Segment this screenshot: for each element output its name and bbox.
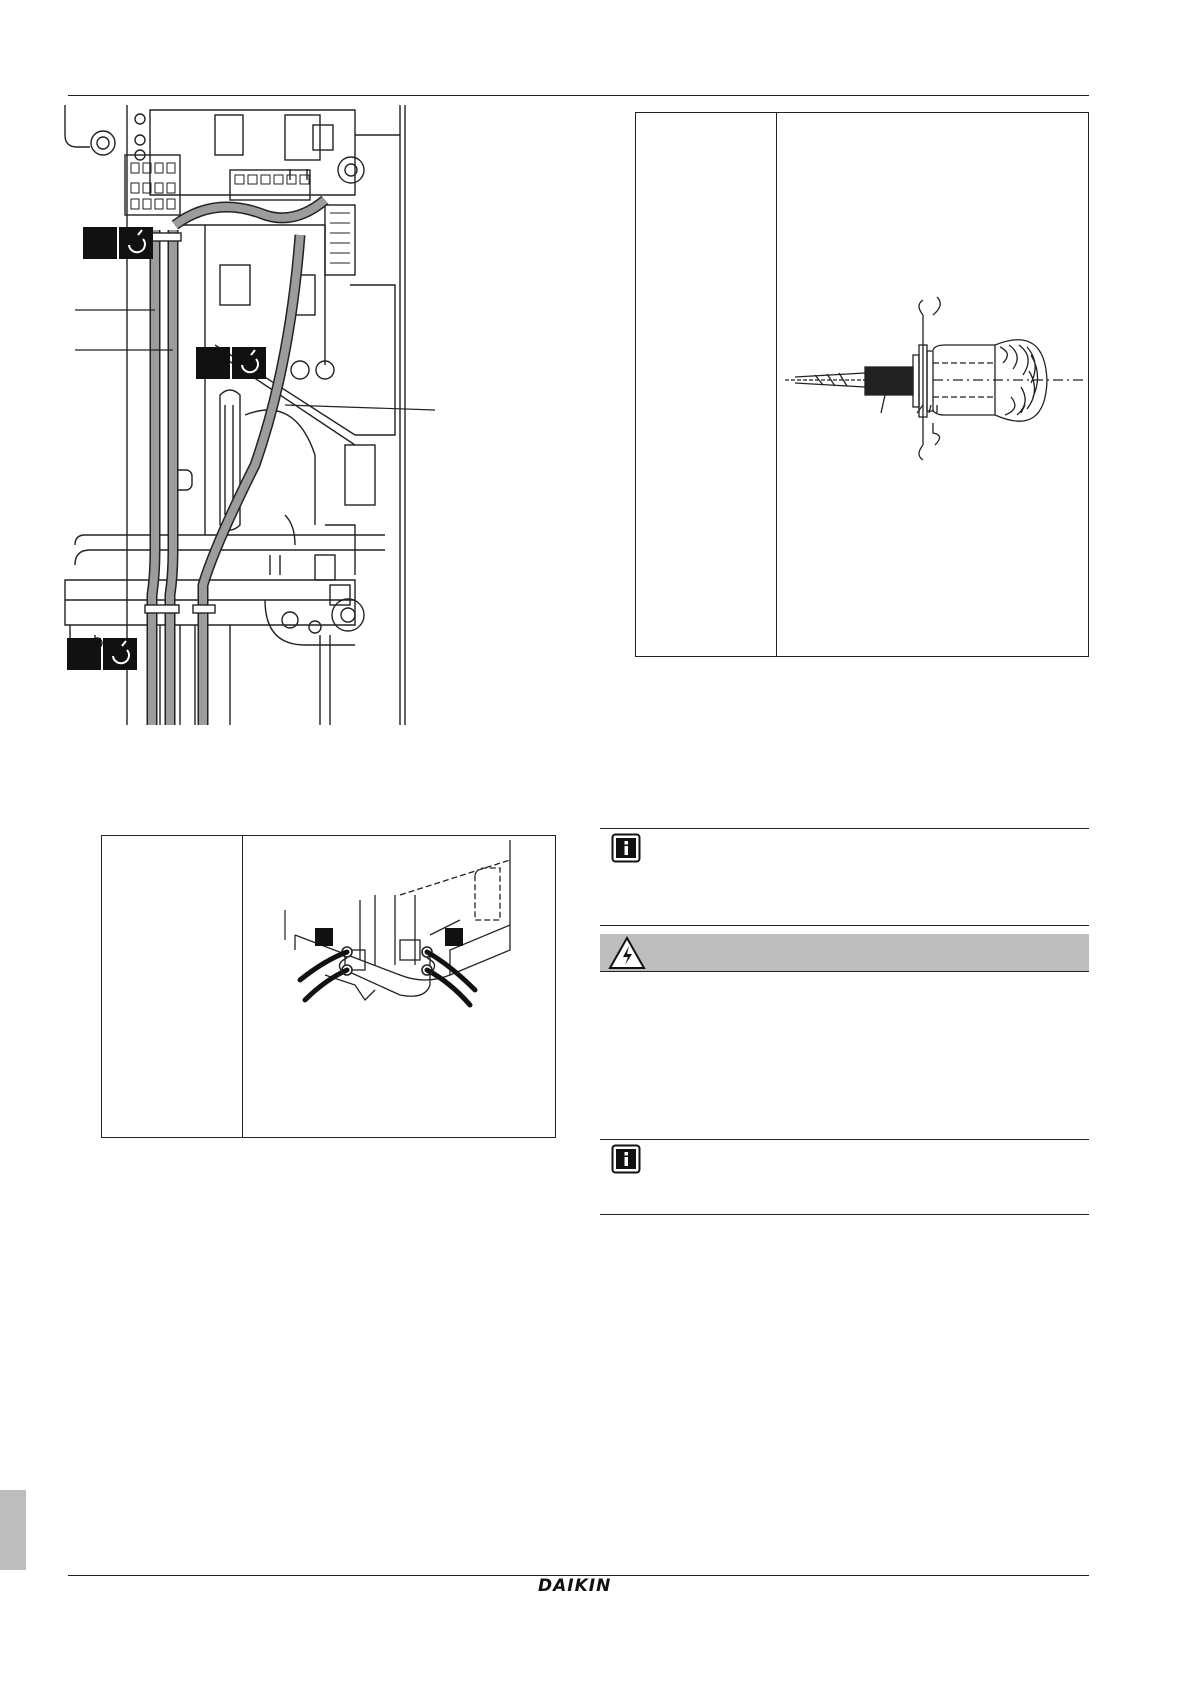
side-chapter-tab [0, 1490, 26, 1570]
electrical-warning-icon [608, 936, 646, 970]
daikin-logo: DAIKIN [538, 1576, 612, 1596]
drill-bushing-figure [785, 305, 1085, 465]
info-notice-2-top-rule [600, 1139, 1089, 1140]
info-icon [611, 1144, 641, 1174]
drill-figure-divider [776, 113, 777, 656]
knockout-holes-figure [285, 840, 525, 1020]
info-notice-1-bottom-rule [600, 925, 1089, 926]
info-icon [611, 833, 641, 863]
warning-band [600, 934, 1089, 971]
knockout-figure-divider [242, 836, 243, 1137]
warning-bottom-rule [600, 971, 1089, 972]
info-notice-1-top-rule [600, 828, 1089, 829]
info-notice-2-bottom-rule [600, 1214, 1089, 1215]
unit-wiring-figure [55, 105, 515, 725]
header-rule [68, 95, 1089, 96]
